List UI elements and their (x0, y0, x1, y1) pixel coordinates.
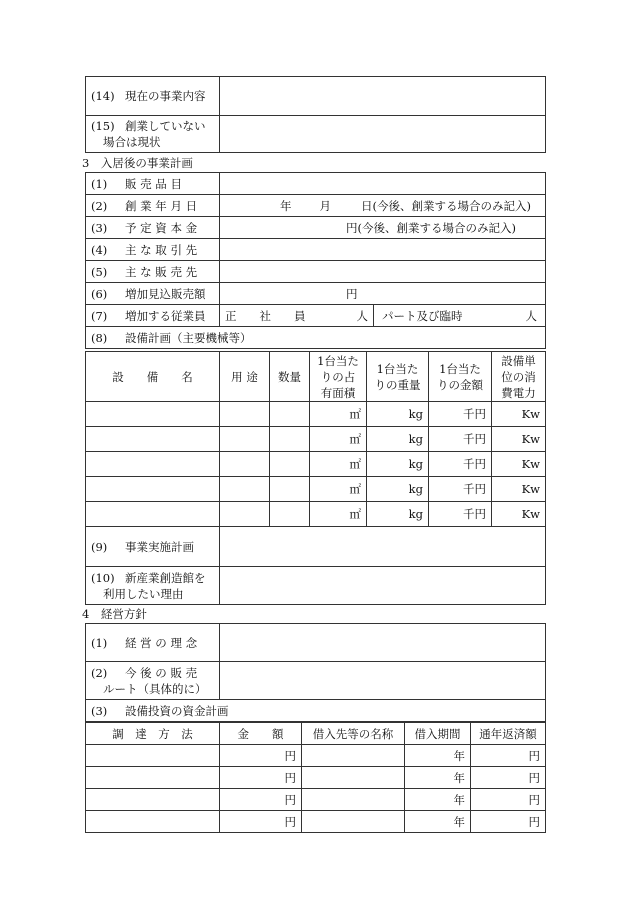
implementation-plan-field[interactable] (220, 527, 546, 567)
regular-employees-cell[interactable]: 正 社 員 人 (220, 305, 374, 326)
funding-row: 円 年 円 (86, 745, 546, 767)
management-philosophy-field[interactable] (220, 624, 546, 662)
area-header: 1台当た りの占 有面積 (310, 352, 367, 402)
business-plan-table: (1) 販 売 品 目 (2) 創 業 年 月 日 年 月 日(今後、創業する場合のみ記入) (3) 予 定 資 本 金 円(今後、創業する場合のみ記入) (4) 主 な 取 引 先 (5) 主 な 販 売 先 (6) 増加見込販売額 円 (7) 増加する従業員 正 社 員 人 パート及び臨時 人 (8) 設備計画（主要機械等） (85, 172, 546, 349)
amount-header: 金 額 (220, 723, 302, 745)
lender-header: 借入先等の名称 (302, 723, 405, 745)
funding-row: 円 年 円 (86, 767, 546, 789)
main-sales-channels-field[interactable] (220, 261, 546, 283)
usage-reason-field[interactable] (220, 567, 546, 605)
sales-items-field[interactable] (220, 173, 546, 195)
funding-row: 円 年 円 (86, 811, 546, 833)
equipment-row: ㎡ kg 千円 Kw (86, 477, 546, 502)
equipment-row: ㎡ kg 千円 Kw (86, 502, 546, 527)
period-header: 借入期間 (405, 723, 471, 745)
sales-increase-field[interactable]: 円 (220, 283, 546, 305)
employee-increase-field[interactable] (220, 305, 546, 327)
founding-date-field[interactable]: 年 月 日(今後、創業する場合のみ記入) (220, 195, 546, 217)
part-time-employees-cell[interactable]: パート及び臨時 人 (382, 308, 537, 323)
current-business-table (85, 76, 546, 153)
current-business-field[interactable] (220, 77, 546, 116)
power-header: 設備単 位の消 費電力 (492, 352, 546, 402)
capital-field[interactable]: 円(今後、創業する場合のみ記入) (220, 217, 546, 239)
current-status-field[interactable] (220, 116, 546, 153)
equipment-row: ㎡ kg 千円 Kw (86, 402, 546, 427)
row14-label-cell: (14) 現在の事業内容 (86, 77, 220, 116)
weight-header: 1台当た りの重量 (367, 352, 429, 402)
sales-route-field[interactable] (220, 662, 546, 700)
use-header: 用 途 (220, 352, 270, 402)
funding-row: 円 年 円 (86, 789, 546, 811)
row15-label-cell: (15) 創業していない 場合は現状 (86, 116, 220, 153)
method-header: 調 達 方 法 (86, 723, 220, 745)
funding-table (85, 722, 546, 833)
qty-header: 数量 (270, 352, 310, 402)
section4-title: 4 経営方針 (82, 607, 147, 621)
annual-header: 通年返済額 (471, 723, 546, 745)
equipment-table (85, 351, 546, 527)
equipment-name-header: 設 備 名 (86, 352, 220, 402)
management-policy-table: (1) 経 営 の 理 念 (2) 今 後 の 販 売 ルート（具体的に） (3) 設備投資の資金計画 (85, 623, 546, 722)
amount-header: 1台当た りの金額 (429, 352, 492, 402)
equipment-row: ㎡ kg 千円 Kw (86, 452, 546, 477)
equipment-row: ㎡ kg 千円 Kw (86, 427, 546, 452)
section3-title: 3 入居後の事業計画 (82, 156, 193, 170)
main-clients-field[interactable] (220, 239, 546, 261)
implementation-table: (9) 事業実施計画 (10) 新産業創造館を 利用したい理由 (85, 526, 546, 605)
